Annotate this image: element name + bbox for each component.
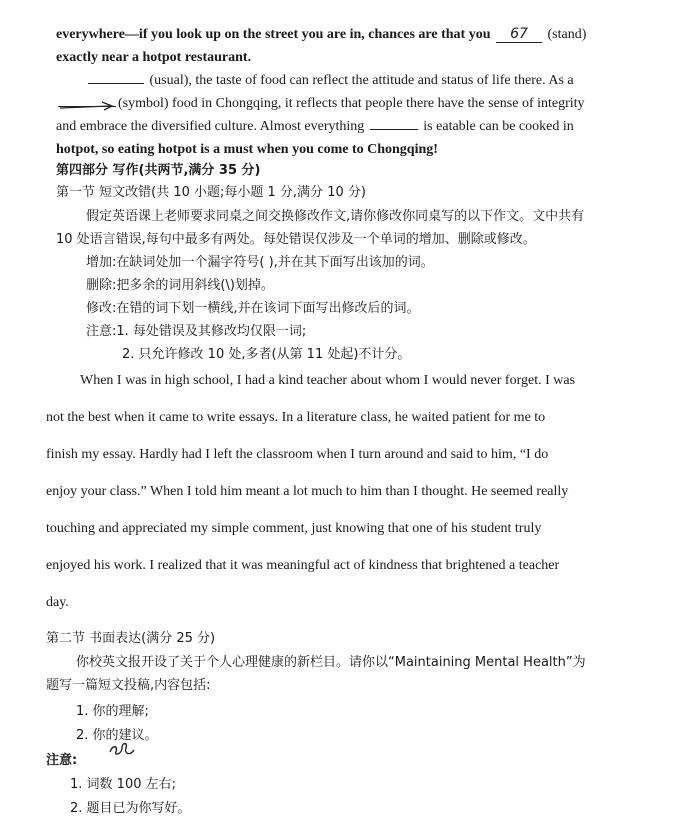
arrow-mark <box>58 100 118 112</box>
notes-label: 注意: <box>46 753 78 768</box>
essay-line: day. <box>46 595 69 610</box>
handwritten-mark <box>108 738 136 758</box>
answer-blank <box>88 83 144 84</box>
passage-text: (usual), the taste of food can reflect the attitude and status of life there. As a <box>149 73 574 88</box>
passage-text: and embrace the diversified culture. Almost everything <box>56 119 365 134</box>
essay-line: finish my essay. Hardly had I left the classroom when I turn around and said to him, “I do <box>46 447 549 462</box>
note-line: 2. 只允许修改 10 处,多者(从第 11 处起)不计分。 <box>122 347 411 362</box>
content-point: 1. 你的理解; <box>76 704 149 719</box>
essay-line: enjoyed his work. I realized that it was meaningful act of kindness that brightened a teacher <box>46 558 560 573</box>
passage-text: (symbol) food in Chongqing, it reflects that people there have the sense of integrity <box>118 96 585 111</box>
instruction-modify: 修改:在错的词下划一横线,并在该词下面写出修改后的词。 <box>86 301 420 316</box>
passage-line-3 <box>56 72 574 90</box>
passage-line-2: exactly near a hotpot restaurant. <box>56 50 252 65</box>
part-heading: 第四部分 写作(共两节,满分 35 分) <box>56 163 261 178</box>
passage-text: is eatable can be cooked in <box>423 119 574 134</box>
essay-line: not the best when it came to write essays. In a literature class, he waited patient for me to <box>46 410 546 425</box>
instruction-line: 10 处语言错误,每句中最多有两处。每处错误仅涉及一个单词的增加、删除或修改。 <box>56 232 536 247</box>
essay-line: When I was in high school, I had a kind teacher about whom I would never forget. I was <box>80 373 576 388</box>
passage-line-6: hotpot, so eating hotpot is a must when you come to Chongqing! <box>56 142 438 157</box>
passage-hint: (stand) <box>547 27 587 42</box>
instruction-line: 假定英语课上老师要求同桌之间交换修改作文,请你修改你同桌写的以下作文。文中共有 <box>86 209 585 224</box>
passage-line-4 <box>56 95 585 113</box>
section2-heading: 第二节 书面表达(满分 25 分) <box>46 631 216 646</box>
content-point: 2. 你的建议。 <box>76 728 158 743</box>
requirement: 2. 题目已为你写好。 <box>70 801 191 816</box>
answer-blank <box>370 129 418 130</box>
passage-text: everywhere—if you look up on the street you are in, chances are that you <box>56 27 491 42</box>
answer-blank-67 <box>496 27 542 43</box>
note-line: 注意:1. 每处错误及其修改均仅限一词; <box>86 324 307 339</box>
passage-line-1 <box>56 26 586 44</box>
section1-heading: 第一节 短文改错(共 10 小题;每小题 1 分,满分 10 分) <box>56 185 366 200</box>
instruction-add: 增加:在缺词处加一个漏字符号( ),并在其下面写出该加的词。 <box>86 255 434 270</box>
handwritten-answer: 67 <box>510 26 528 42</box>
requirement: 1. 词数 100 左右; <box>70 777 176 792</box>
task-line: 题写一篇短文投稿,内容包括: <box>46 678 211 693</box>
passage-line-5 <box>56 118 574 136</box>
essay-line: enjoy your class.” When I told him meant a lot much to him than I thought. He seemed really <box>46 484 569 499</box>
essay-line: touching and appreciated my simple comment, just knowing that one of his student truly <box>46 521 542 536</box>
instruction-delete: 删除:把多余的词用斜线(\)划掉。 <box>86 278 274 293</box>
task-line: 你校英文报开设了关于个人心理健康的新栏目。请你以“Maintaining Mental Health”为 <box>76 655 586 670</box>
